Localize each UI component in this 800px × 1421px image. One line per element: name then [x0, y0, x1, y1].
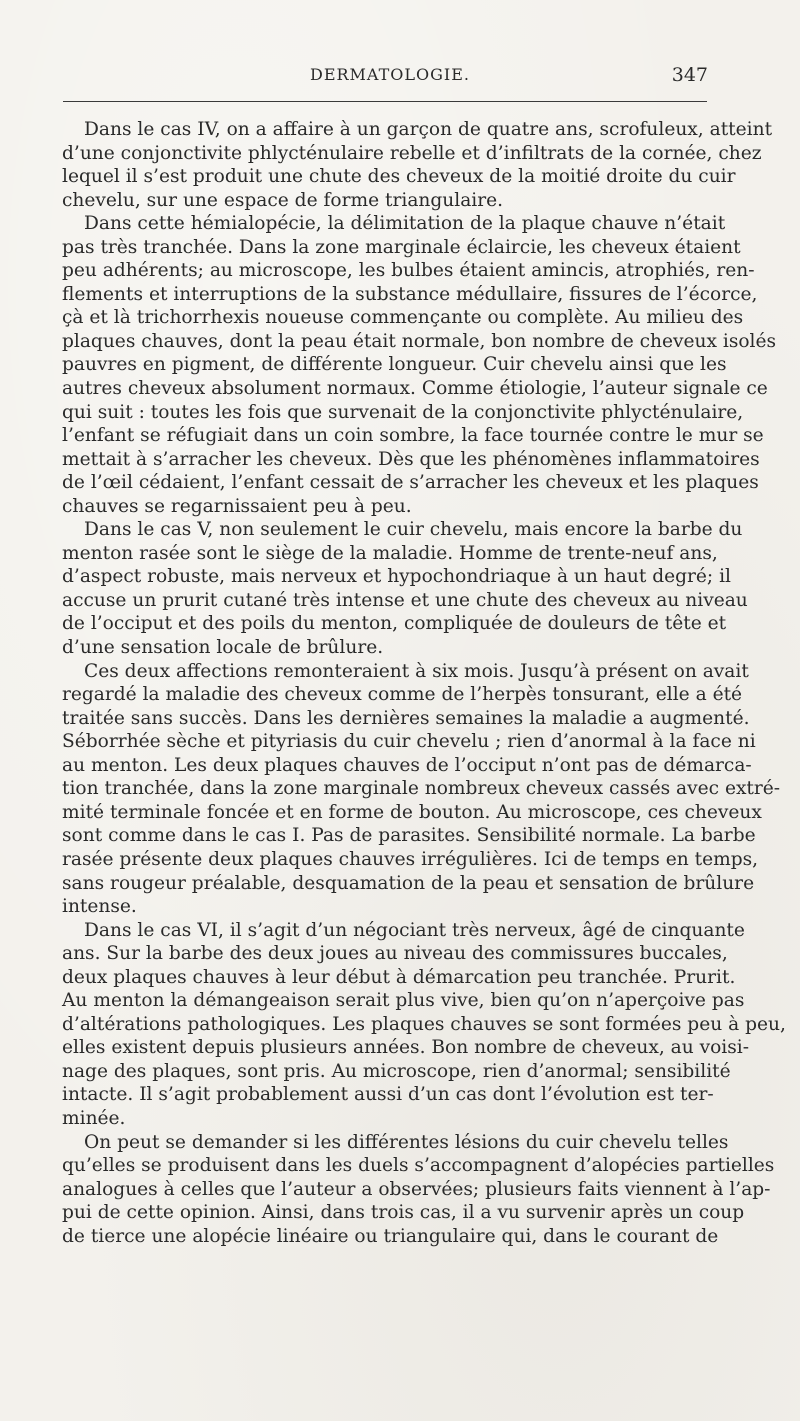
text-line: autres cheveux absolument normaux. Comme étiologie, l’auteur signale ce [62, 378, 768, 400]
text-line: Séborrhée sèche et pityriasis du cuir chevelu ; rien d’anormal à la face ni [62, 731, 756, 753]
text-line: analogues à celles que l’auteur a observées; plusieurs faits viennent à l’ap- [62, 1178, 771, 1200]
text-line: d’une sensation locale de brûlure. [62, 637, 384, 659]
text-line: d’une conjonctivite phlycténulaire rebelle et d’infiltrats de la cornée, chez [62, 142, 762, 164]
paragraph [62, 212, 777, 518]
text-line: Au menton la démangeaison serait plus vive, bien qu’on n’aperçoive pas [62, 990, 745, 1012]
text-line: de l’occiput et des poils du menton, compliquée de douleurs de tête et [62, 613, 727, 635]
body-text [62, 118, 786, 1248]
text-line: rasée présente deux plaques chauves irrégulières. Ici de temps en temps, [62, 848, 759, 870]
text-line: deux plaques chauves à leur début à démarcation peu tranchée. Prurit. [62, 966, 736, 988]
text-line: accuse un prurit cutané très intense et une chute des cheveux au niveau [62, 589, 748, 611]
text-line: tion tranchée, dans la zone marginale nombreux cheveux cassés avec extré- [62, 778, 781, 800]
text-line: çà et là trichorrhexis noueuse commençante ou complète. Au milieu des [62, 307, 744, 329]
text-line: pui de cette opinion. Ainsi, dans trois cas, il a vu survenir après un coup [62, 1202, 745, 1224]
text-line: peu adhérents; au microscope, les bulbes étaient amincis, atrophiés, ren- [62, 260, 755, 282]
running-head [70, 62, 710, 88]
text-line: qu’elles se produisent dans les duels s’accompagnent d’alopécies partielles [62, 1155, 775, 1177]
text-line: mité terminale foncée et en forme de bouton. Au microscope, ces cheveux [62, 801, 762, 823]
paragraph [62, 660, 781, 919]
text-line: l’enfant se réfugiait dans un coin sombre, la face tournée contre le mur se [62, 425, 764, 447]
text-line: Dans le cas VI, il s’agit d’un négociant très nerveux, âgé de cinquante [84, 919, 745, 941]
text-line: de tierce une alopécie linéaire ou triangulaire qui, dans le courant de [62, 1225, 719, 1247]
text-line: pauvres en pigment, de différente longueur. Cuir chevelu ainsi que les [62, 354, 727, 376]
text-line: intense. [62, 896, 137, 918]
text-line: nage des plaques, sont pris. Au microscope, rien d’anormal; sensibilité [62, 1060, 731, 1082]
paragraph [62, 118, 773, 212]
paragraph [62, 919, 786, 1131]
text-line: au menton. Les deux plaques chauves de l’occiput n’ont pas de démarca- [62, 754, 752, 776]
text-line: d’altérations pathologiques. Les plaques chauves se sont formées peu à peu, [62, 1013, 786, 1035]
text-line: regardé la maladie des cheveux comme de l’herpès tonsurant, elle a été [62, 684, 743, 706]
text-line: minée. [62, 1107, 126, 1129]
text-line: ans. Sur la barbe des deux joues au niveau des commissures buccales, [62, 943, 728, 965]
text-line: menton rasée sont le siège de la maladie. Homme de trente-neuf ans, [62, 542, 718, 564]
paragraph [62, 1131, 775, 1249]
header-rule [63, 101, 707, 102]
paragraph [62, 518, 748, 659]
text-line: d’aspect robuste, mais nerveux et hypochondriaque à un haut degré; il [62, 566, 731, 588]
text-line: lequel il s’est produit une chute des cheveux de la moitié droite du cuir [62, 166, 736, 188]
text-line: qui suit : toutes les fois que survenait de la conjonctivite phlycténulaire, [62, 401, 744, 423]
text-line: sans rougeur préalable, desquamation de la peau et sensation de brûlure [62, 872, 755, 894]
text-line: sont comme dans le cas I. Pas de parasites. Sensibilité normale. La barbe [62, 825, 756, 847]
text-line: chevelu, sur une espace de forme triangulaire. [62, 189, 504, 211]
text-line: elles existent depuis plusieurs années. Bon nombre de cheveux, au voisi- [62, 1037, 750, 1059]
text-line: Ces deux affections remonteraient à six mois. Jusqu’à présent on avait [84, 660, 749, 682]
text-line: Dans le cas V, non seulement le cuir chevelu, mais encore la barbe du [84, 519, 743, 541]
text-line: Dans le cas IV, on a affaire à un garçon de quatre ans, scrofuleux, atteint [84, 119, 773, 140]
page-number: 347 [671, 64, 708, 86]
text-line: chauves se regarnissaient peu à peu. [62, 495, 412, 517]
running-title: DERMATOLOGIE. [309, 65, 470, 84]
text-line: intacte. Il s’agit probablement aussi d’un cas dont l’évolution est ter- [62, 1084, 714, 1106]
text-line: de l’œil cédaient, l’enfant cessait de s’arracher les cheveux et les plaques [62, 472, 759, 494]
text-line: On peut se demander si les différentes lésions du cuir chevelu telles [84, 1131, 729, 1153]
text-line: plaques chauves, dont la peau était normale, bon nombre de cheveux isolés [62, 330, 777, 352]
text-line: mettait à s’arracher les cheveux. Dès que les phénomènes inflammatoires [62, 448, 760, 470]
text-line: flements et interruptions de la substance médullaire, fissures de l’écorce, [62, 283, 758, 305]
text-line: Dans cette hémialopécie, la délimitation de la plaque chauve n’était [84, 213, 726, 235]
text-line: traitée sans succès. Dans les dernières semaines la maladie a augmenté. [62, 707, 750, 729]
text-line: pas très tranchée. Dans la zone marginale éclaircie, les cheveux étaient [62, 236, 741, 258]
